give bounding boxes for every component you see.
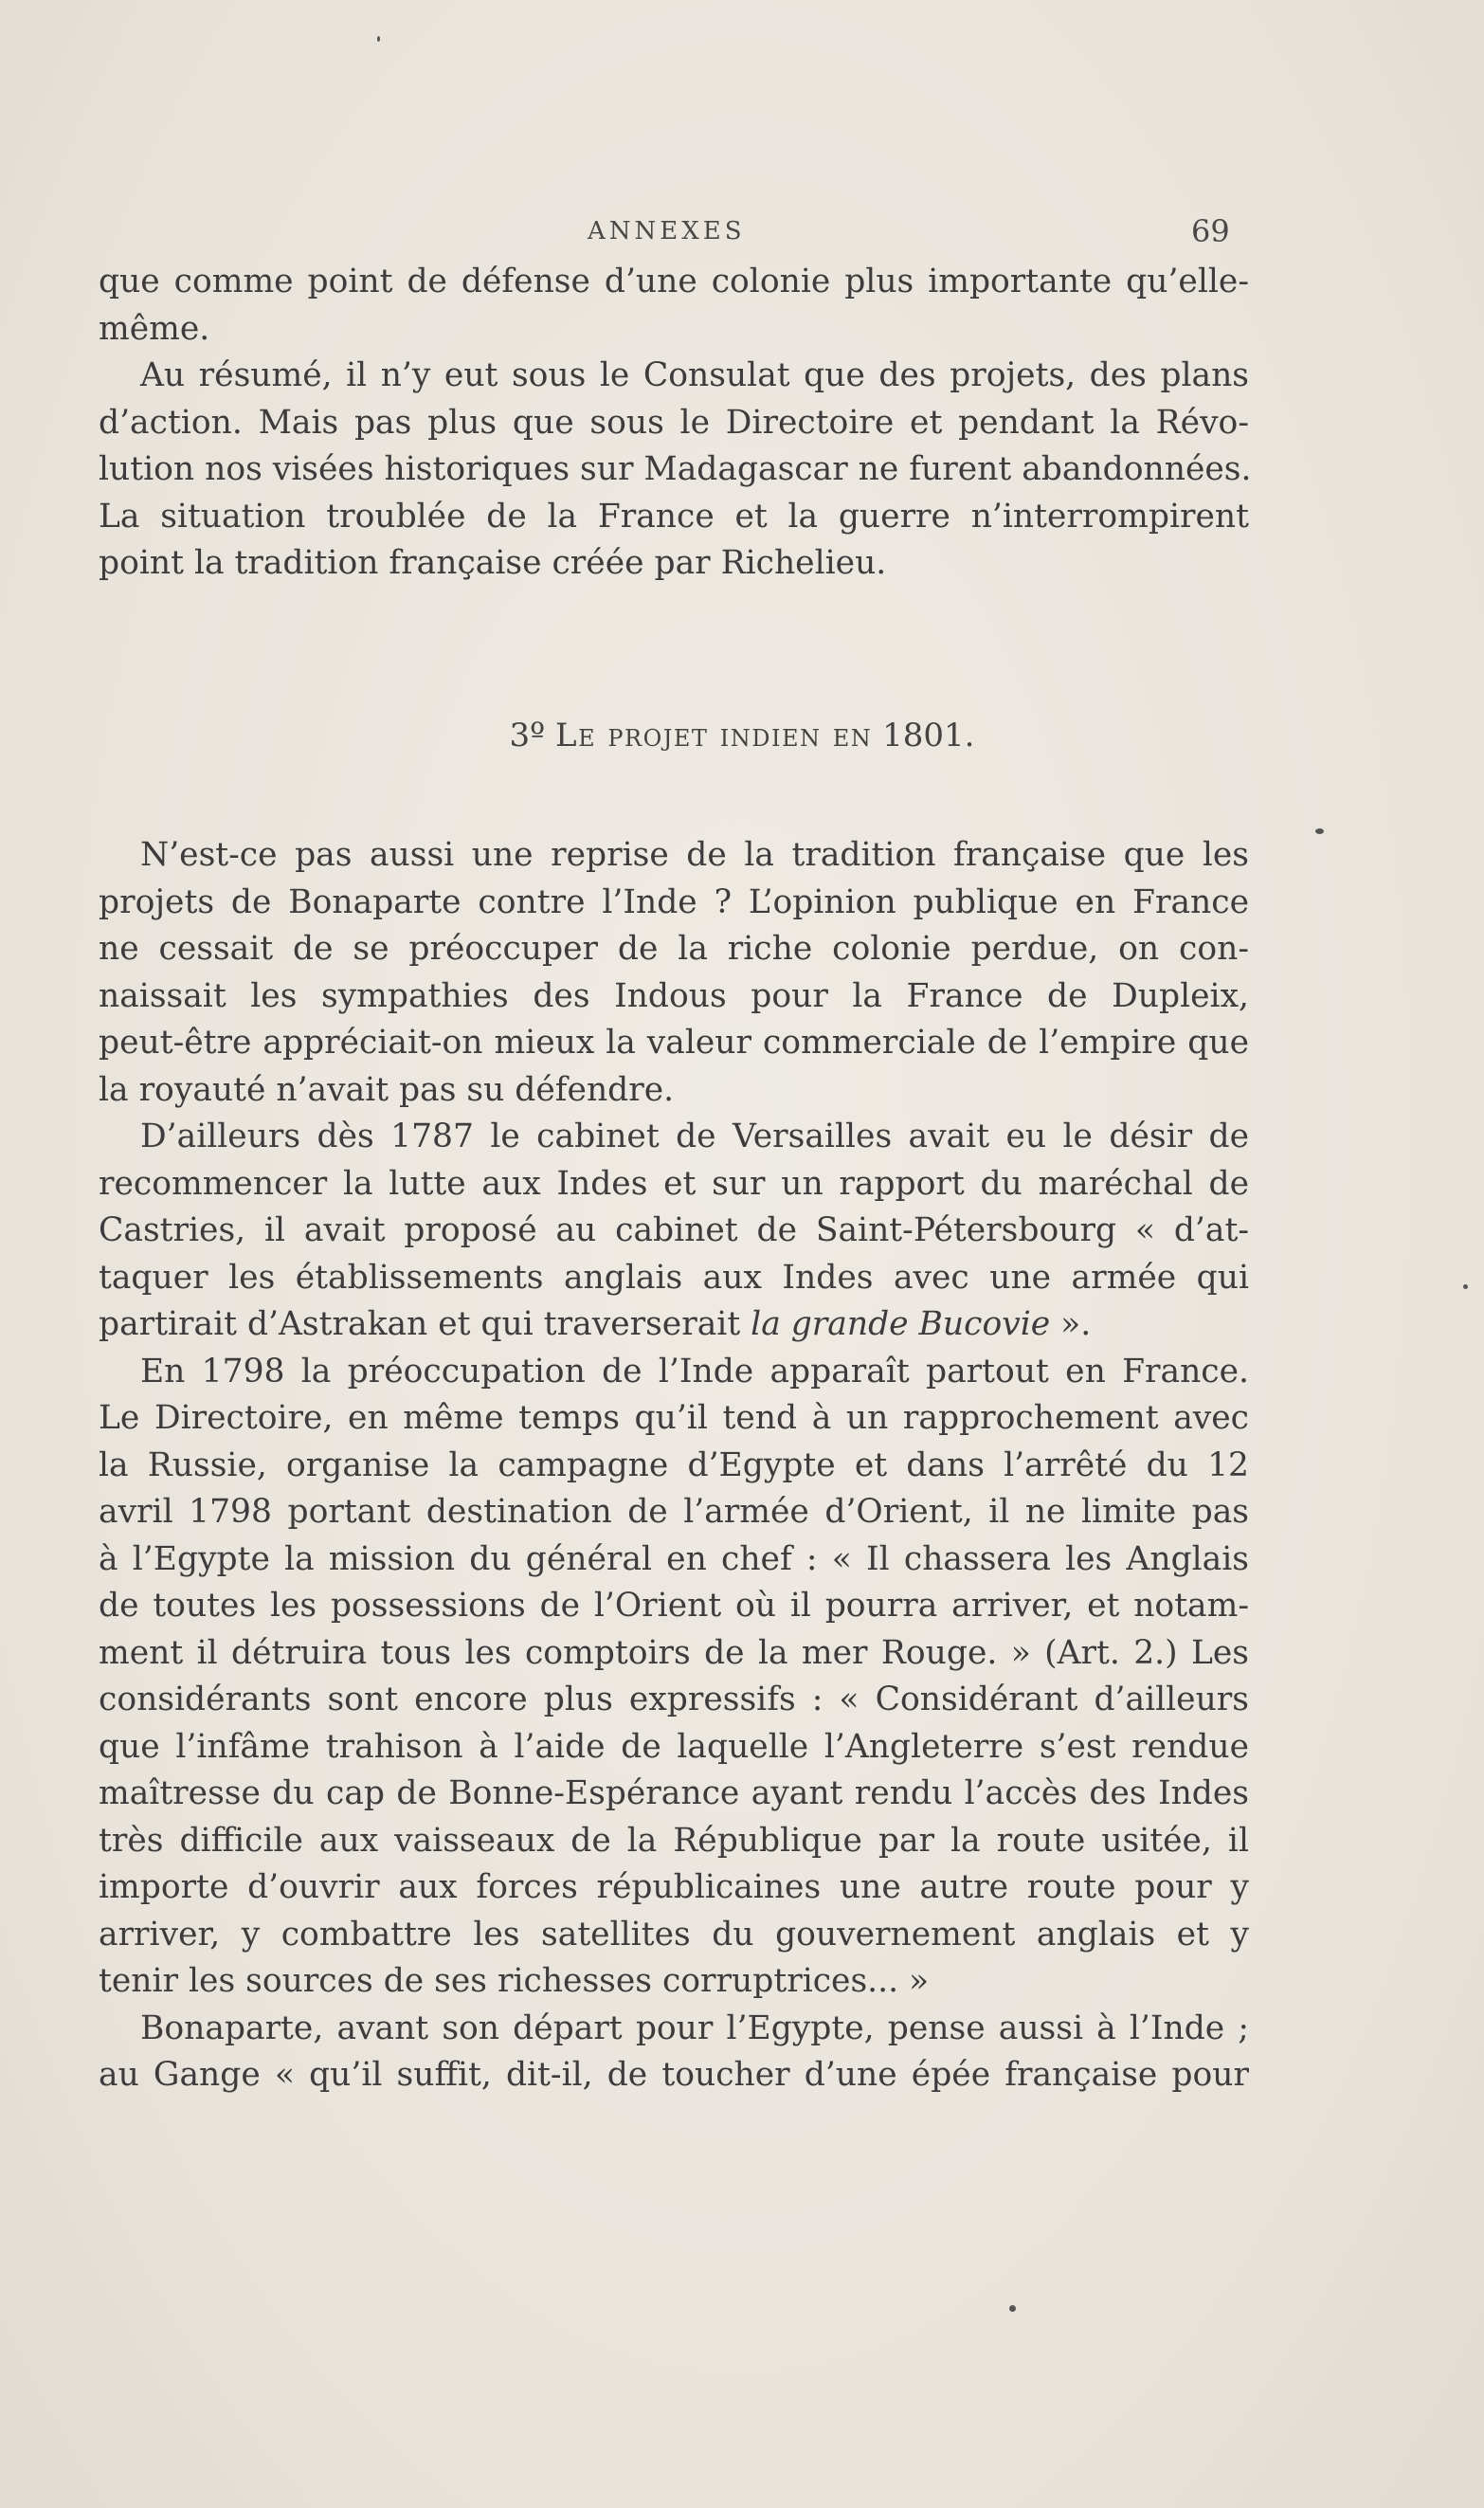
text-line: Bonaparte, avant son départ pour l’Egypte, pense aussi à l’Inde ; bbox=[140, 2008, 1249, 2047]
text-line: au Gange « qu’il suffit, dit-il, de toucher d’une épée française pour bbox=[99, 2056, 1249, 2094]
text-line: recommencer la lutte aux Indes et sur un rapport du maréchal de bbox=[99, 1164, 1249, 1203]
text-line: ne cessait de se préoccuper de la riche colonie perdue, on con- bbox=[99, 930, 1249, 968]
italic-phrase: la grande Bucovie bbox=[751, 1305, 1051, 1343]
running-title: ANNEXES bbox=[588, 217, 746, 245]
text-line: importe d’ouvrir aux forces républicaines une autre route pour y bbox=[99, 1868, 1249, 1906]
paper-speck bbox=[377, 36, 380, 42]
paper-speck bbox=[1009, 2305, 1016, 2312]
text-line: d’action. Mais pas plus que sous le Directoire et pendant la Révo- bbox=[99, 403, 1249, 442]
page-header bbox=[0, 213, 1484, 251]
text-line: que comme point de défense d’une colonie plus importante qu’elle- bbox=[99, 263, 1249, 300]
page-number: 69 bbox=[1191, 213, 1230, 249]
text-line: avril 1798 portant destination de l’armée d’Orient, il ne limite pas bbox=[99, 1493, 1249, 1531]
text-segment: partirait d’Astrakan et qui traverserait bbox=[99, 1305, 741, 1343]
text-segment: ». bbox=[1050, 1305, 1092, 1343]
text-line: de toutes les possessions de l’Orient où il pourra arriver, et notam- bbox=[99, 1587, 1249, 1625]
text-line: considérants sont encore plus expressifs : « Considérant d’ailleurs bbox=[99, 1681, 1249, 1718]
text-line: Castries, il avait proposé au cabinet de Saint-Pétersbourg « d’at- bbox=[99, 1211, 1249, 1249]
text-line: naissait les sympathies des Indous pour la France de Dupleix, bbox=[99, 976, 1249, 1015]
text-line: lution nos visées historiques sur Madagascar ne furent abandonnées. bbox=[99, 450, 1252, 488]
text-line: peut-être appréciait-on mieux la valeur commerciale de l’empire que bbox=[99, 1024, 1249, 1062]
paper-speck bbox=[1315, 828, 1324, 834]
text-line: même. bbox=[99, 309, 210, 348]
text-line: La situation troublée de la France et la guerre n’interrompirent bbox=[99, 497, 1249, 536]
section-2-text bbox=[99, 832, 1249, 2099]
section-year: 1801. bbox=[882, 717, 975, 754]
text-line: à l’Egypte la mission du général en chef : « Il chassera les Anglais bbox=[99, 1539, 1249, 1578]
text-line: projets de Bonaparte contre l’Inde ? L’opinion publique en France bbox=[99, 882, 1249, 921]
section-1-text bbox=[99, 259, 1252, 588]
text-line: maîtresse du cap de Bonne-Espérance ayant rendu l’accès des Indes bbox=[99, 1774, 1249, 1812]
paper-speck bbox=[1463, 1284, 1468, 1289]
text-line: taquer les établissements anglais aux Indes avec une armée qui bbox=[99, 1258, 1249, 1297]
text-line: tenir les sources de ses richesses corruptrices... » bbox=[99, 1962, 930, 2000]
text-line: ment il détruira tous les comptoirs de la mer Rouge. » (Art. 2.) Les bbox=[99, 1633, 1249, 1672]
text-line: la royauté n’avait pas su défendre. bbox=[99, 1070, 675, 1109]
text-line bbox=[99, 1301, 1249, 1349]
text-line: la Russie, organise la campagne d’Egypte et dans l’arrêté du 12 bbox=[99, 1445, 1249, 1484]
text-line: En 1798 la préoccupation de l’Inde apparaît partout en France. bbox=[140, 1352, 1249, 1390]
text-line: Le Directoire, en même temps qu’il tend à un rapprochement avec bbox=[99, 1399, 1249, 1437]
text-line: N’est-ce pas aussi une reprise de la tradition française que les bbox=[140, 836, 1249, 874]
text-line: Au résumé, il n’y eut sous le Consulat que des projets, des plans bbox=[140, 356, 1249, 394]
text-line: arriver, y combattre les satellites du gouvernement anglais et y bbox=[99, 1915, 1249, 1954]
section-heading bbox=[0, 717, 1484, 754]
section-number: 3º bbox=[509, 717, 546, 754]
text-line: que l’infâme trahison à l’aide de laquelle l’Angleterre s’est rendue bbox=[99, 1727, 1249, 1766]
section-title: Le projet indien en bbox=[554, 717, 873, 754]
text-line: point la tradition française créée par Richelieu. bbox=[99, 544, 887, 582]
text-line: très difficile aux vaisseaux de la République par la route usitée, il bbox=[99, 1821, 1249, 1860]
text-line: D’ailleurs dès 1787 le cabinet de Versailles avait eu le désir de bbox=[140, 1118, 1249, 1155]
